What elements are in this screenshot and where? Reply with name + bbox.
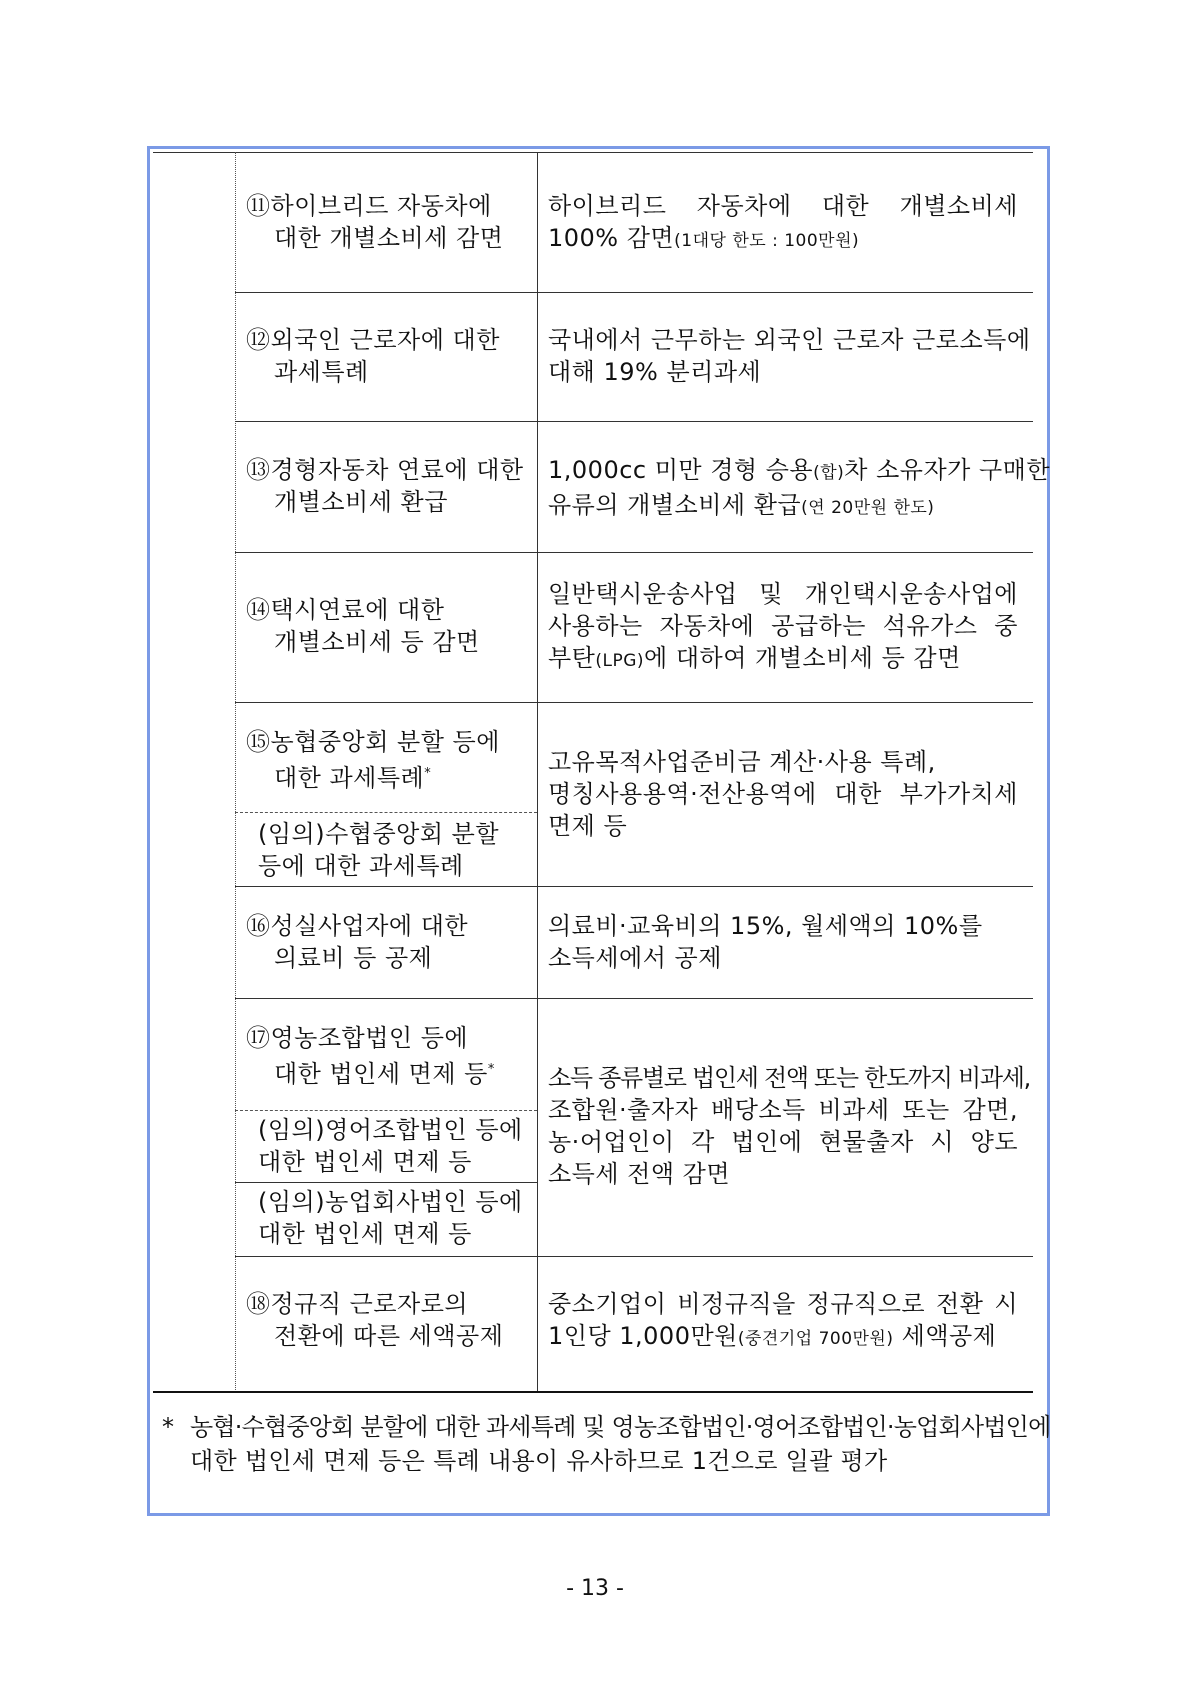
- row-desc-main: 부탄: [548, 644, 596, 672]
- row-title-line: ⑬경형자동차 연료에 대한: [246, 456, 524, 484]
- row-desc-line: 조합원·출자자 배당소득 비과세 또는 감면,: [548, 1096, 1018, 1124]
- row-desc-line: [548, 454, 1051, 489]
- row-18-desc: [548, 1288, 1018, 1355]
- row-sub-line: 대한 법인세 면제 등: [258, 1220, 472, 1248]
- row-desc-line: 의료비·교육비의 15%, 월세액의 10%를: [548, 912, 983, 940]
- row-desc-main: 1,000cc 미만 경형 승용: [548, 456, 814, 484]
- row-sub-line: (임의)수협중앙회 분할: [258, 820, 500, 848]
- row-14-desc: [548, 578, 1018, 677]
- row-17-sub-1: [258, 1114, 523, 1178]
- row-sub-line: (임의)영어조합법인 등에: [258, 1116, 523, 1144]
- row-desc-line: 소득 종류별로 법인세 전액 또는 한도까지 비과세,: [548, 1064, 1030, 1092]
- row-desc-line: 일반택시운송사업 및 개인택시운송사업에: [548, 580, 1018, 608]
- footnote-text: 농협·수협중앙회 분할에 대한 과세특례 및 영농조합법인·영어조합법인·농업회사법인에: [190, 1413, 1051, 1441]
- table-top-border: [153, 152, 1033, 153]
- row-title-line: 과세특례: [274, 358, 369, 386]
- row-desc-note: (연 20만원 한도): [801, 498, 935, 518]
- row-17-desc: [548, 1062, 1030, 1190]
- row-14-title: [246, 594, 480, 658]
- row-18-title: [246, 1288, 503, 1352]
- row-desc-note: (합): [813, 463, 845, 483]
- row-12-title: [246, 324, 500, 388]
- row-desc-line: 명칭사용용역·전산용역에 대한 부가가치세: [548, 780, 1018, 808]
- row-title-line: ⑯성실사업자에 대한: [246, 912, 469, 940]
- row-divider: [235, 886, 1033, 887]
- row-desc-main: 에 대하여 개별소비세 등 감면: [644, 644, 961, 672]
- row-16-title: [246, 910, 468, 974]
- table-bottom-border: [153, 1391, 1033, 1393]
- page-number: - 13 -: [566, 1576, 624, 1601]
- sub-row-divider: [235, 1110, 537, 1111]
- row-title-line: ⑰영농조합법인 등에: [246, 1024, 469, 1052]
- sub-row-divider: [235, 812, 537, 813]
- row-12-desc: [548, 324, 1031, 388]
- row-title-line: ⑫외국인 근로자에 대한: [246, 326, 500, 354]
- row-desc-line: 하이브리드 자동차에 대한 개별소비세: [548, 192, 1018, 220]
- row-sub-line: 대한 법인세 면제 등: [258, 1148, 472, 1176]
- row-desc-line: [548, 642, 1018, 677]
- row-11-desc: [548, 190, 1018, 257]
- row-divider: [235, 421, 1033, 422]
- row-divider: [235, 292, 1033, 293]
- row-desc-line: 면제 등: [548, 812, 628, 840]
- table-center-divider: [537, 152, 538, 1392]
- row-title-line: 전환에 따른 세액공제: [274, 1322, 504, 1350]
- row-desc-line: 사용하는 자동차에 공급하는 석유가스 중: [548, 612, 1018, 640]
- row-title-line: [246, 758, 500, 794]
- footnote-line: [162, 1444, 1050, 1478]
- row-divider: [235, 998, 1033, 999]
- row-title-text: 대한 과세특례: [274, 764, 425, 792]
- row-title-text: 대한 법인세 면제 등: [274, 1060, 488, 1088]
- row-desc-note: (1대당 한도 : 100만원): [674, 231, 860, 251]
- row-13-title: [246, 454, 524, 518]
- row-desc-line: 국내에서 근무하는 외국인 근로자 근로소득에: [548, 326, 1031, 354]
- row-title-line: 의료비 등 공제: [274, 944, 433, 972]
- row-title-line: 개별소비세 환급: [274, 488, 448, 516]
- row-desc-line: 소득세에서 공제: [548, 944, 722, 972]
- row-17-sub-2: [258, 1186, 523, 1250]
- row-desc-line: 중소기업이 비정규직을 정규직으로 전환 시: [548, 1290, 1018, 1318]
- row-desc-main: 유류의 개별소비세 환급: [548, 491, 802, 519]
- row-desc-note: (LPG): [595, 651, 645, 671]
- row-title-line: ⑱정규직 근로자로의: [246, 1290, 469, 1318]
- row-desc-line: 대해 19% 분리과세: [548, 358, 762, 386]
- row-17-title: [246, 1022, 495, 1090]
- footnote-mark: *: [487, 1062, 495, 1077]
- row-11-title: [246, 190, 503, 254]
- row-desc-main: 1인당 1,000만원: [548, 1322, 738, 1350]
- row-desc-note: (중견기업 700만원): [737, 1329, 894, 1349]
- row-15-sub: [258, 818, 499, 882]
- row-title-line: 개별소비세 등 감면: [274, 628, 480, 656]
- table-left-divider: [235, 152, 236, 1392]
- row-title-line: [246, 1054, 495, 1090]
- row-desc-main: 100% 감면: [548, 224, 675, 252]
- row-15-title: [246, 726, 500, 794]
- row-title-line: 대한 개별소비세 감면: [274, 224, 504, 252]
- sub-row-divider: [235, 1182, 537, 1183]
- footnote-marker: *: [162, 1413, 175, 1441]
- footnote-line: [162, 1410, 1050, 1444]
- row-16-desc: [548, 910, 1018, 974]
- row-sub-line: (임의)농업회사법인 등에: [258, 1188, 523, 1216]
- row-divider: [235, 1256, 1033, 1257]
- row-desc-line: 소득세 전액 감면: [548, 1160, 731, 1188]
- row-title-line: ⑭택시연료에 대한: [246, 596, 445, 624]
- row-sub-line: 등에 대한 과세특례: [258, 852, 464, 880]
- row-desc-line: [548, 489, 1018, 524]
- row-divider: [235, 702, 1033, 703]
- row-title-line: ⑮농협중앙회 분할 등에: [246, 728, 500, 756]
- footnote-text: 대한 법인세 면제 등은 특례 내용이 유사하므로 1건으로 일괄 평가: [190, 1447, 888, 1475]
- footnote: [162, 1410, 1050, 1478]
- row-divider: [235, 552, 1033, 553]
- row-13-desc: [548, 454, 1051, 524]
- row-desc-line: 농·어업인이 각 법인에 현물출자 시 양도: [548, 1128, 1018, 1156]
- footnote-mark: *: [424, 766, 432, 781]
- row-desc-main: 차 소유자가 구매한: [844, 456, 1051, 484]
- row-desc-main: 세액공제: [893, 1322, 997, 1350]
- row-15-desc: [548, 746, 1018, 842]
- row-desc-line: [548, 1320, 1018, 1355]
- row-desc-line: 고유목적사업준비금 계산·사용 특례,: [548, 748, 936, 776]
- row-title-line: ⑪하이브리드 자동차에: [246, 192, 492, 220]
- row-desc-line: [548, 222, 1018, 257]
